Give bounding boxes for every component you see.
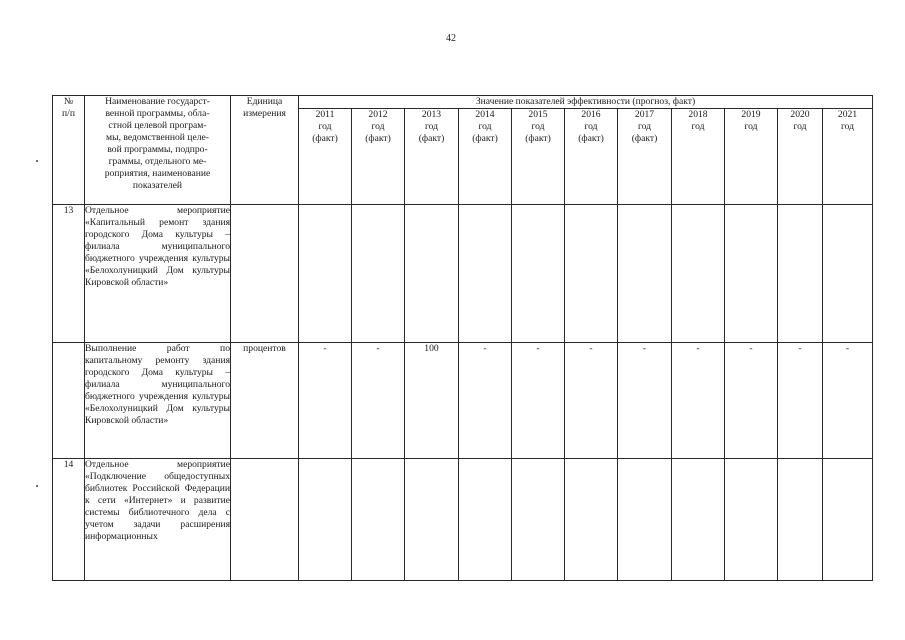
row-value: - bbox=[565, 343, 618, 459]
row-number: 13 bbox=[53, 205, 85, 343]
row-value bbox=[618, 459, 672, 581]
row-value bbox=[512, 459, 565, 581]
header-year: 2017 год (факт) bbox=[618, 109, 672, 205]
row-value: - bbox=[512, 343, 565, 459]
header-year: 2012 год (факт) bbox=[352, 109, 405, 205]
header-year: 2018 год bbox=[672, 109, 725, 205]
row-value bbox=[672, 205, 725, 343]
scan-speck bbox=[36, 485, 38, 487]
row-value: - bbox=[778, 343, 823, 459]
row-value bbox=[299, 205, 352, 343]
row-value bbox=[823, 205, 873, 343]
header-year: 2015 год (факт) bbox=[512, 109, 565, 205]
row-value: - bbox=[459, 343, 512, 459]
indicators-table bbox=[52, 95, 873, 581]
header-name: Наименование государст- венной программы, обла- стной целевой програм- мы, ведомственной целе- вой программы, подпро- граммы, отдельного ме- роприятия, наименование показателей bbox=[85, 96, 231, 205]
header-year: 2011 год (факт) bbox=[299, 109, 352, 205]
row-value bbox=[352, 459, 405, 581]
row-value bbox=[459, 205, 512, 343]
row-value bbox=[778, 459, 823, 581]
table-row bbox=[53, 205, 873, 343]
header-year: 2020 год bbox=[778, 109, 823, 205]
row-number: 14 bbox=[53, 459, 85, 581]
row-value bbox=[725, 459, 778, 581]
header-year: 2014 год (факт) bbox=[459, 109, 512, 205]
header-num: № п/п bbox=[53, 96, 85, 205]
row-unit bbox=[231, 205, 299, 343]
row-value bbox=[565, 205, 618, 343]
row-value: - bbox=[823, 343, 873, 459]
row-value: - bbox=[725, 343, 778, 459]
row-value bbox=[352, 205, 405, 343]
row-value: - bbox=[352, 343, 405, 459]
row-number bbox=[53, 343, 85, 459]
row-value: - bbox=[618, 343, 672, 459]
scan-speck bbox=[36, 160, 38, 162]
header-year: 2013 год (факт) bbox=[405, 109, 459, 205]
row-value: 100 bbox=[405, 343, 459, 459]
table-row bbox=[53, 343, 873, 459]
header-year: 2019 год bbox=[725, 109, 778, 205]
page-number: 42 bbox=[446, 33, 456, 44]
row-name: Отдельное мероприятие «Подключение общедоступных библиотек Российской Федерации к сети «Интернет» и развитие системы библиотечного дела с учетом задачи расширения информационных bbox=[85, 459, 231, 581]
row-value: - bbox=[299, 343, 352, 459]
header-unit: Единица измерения bbox=[231, 96, 299, 205]
row-name: Выполнение работ по капитальному ремонту здания городского Дома культуры – филиала муниципального бюджетного учреждения культуры «Белохолуницкий Дом культуры Кировской области» bbox=[85, 343, 231, 459]
row-value: - bbox=[672, 343, 725, 459]
row-value bbox=[459, 459, 512, 581]
header-year: 2021 год bbox=[823, 109, 873, 205]
row-value bbox=[823, 459, 873, 581]
row-value bbox=[299, 459, 352, 581]
row-name: Отдельное мероприятие «Капитальный ремонт здания городского Дома культуры – филиала муниципального бюджетного учреждения культуры «Белохолуницкий Дом культуры Кировской области» bbox=[85, 205, 231, 343]
row-value bbox=[618, 205, 672, 343]
header-values-group: Значение показателей эффективности (прогноз, факт) bbox=[299, 96, 873, 109]
row-value bbox=[405, 205, 459, 343]
header-year: 2016 год (факт) bbox=[565, 109, 618, 205]
row-value bbox=[565, 459, 618, 581]
row-unit bbox=[231, 459, 299, 581]
row-value bbox=[512, 205, 565, 343]
row-value bbox=[725, 205, 778, 343]
row-value bbox=[778, 205, 823, 343]
row-unit: процентов bbox=[231, 343, 299, 459]
row-value bbox=[672, 459, 725, 581]
table-row bbox=[53, 459, 873, 581]
row-value bbox=[405, 459, 459, 581]
